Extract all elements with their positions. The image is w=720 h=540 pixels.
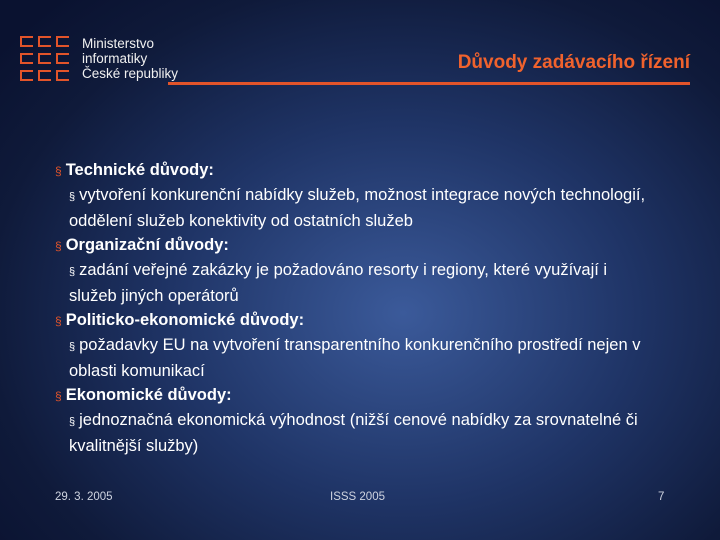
bullet-detail: [55, 183, 655, 233]
bullet-detail-text: zadání veřejné zakázky je požadováno resorty i regiony, které využívají i služeb jiných operátorů: [69, 261, 608, 305]
bullet-heading-text: Politicko-ekonomické důvody:: [65, 311, 305, 329]
bullet-heading: [55, 308, 655, 333]
square-bullet-icon: §: [69, 191, 76, 203]
bullet-detail: [55, 408, 655, 458]
bullet-item: [55, 233, 655, 308]
bullet-heading-text: Ekonomické důvody:: [65, 386, 232, 404]
bullet-detail-text: jednoznačná ekonomická výhodnost (nižší cenové nabídky za srovnatelné či kvalitnější služby): [69, 411, 638, 455]
square-bullet-icon: §: [55, 239, 62, 253]
footer-date: 29. 3. 2005: [55, 491, 113, 503]
bullet-heading-text: Organizační důvody:: [65, 236, 229, 254]
square-bullet-icon: §: [69, 266, 76, 278]
logo-line-2: informatiky: [82, 51, 148, 66]
bullet-detail-text: požadavky EU na vytvoření transparentního konkurenčního prostředí nejen v oblasti komunikací: [69, 336, 641, 380]
square-bullet-icon: §: [55, 164, 62, 178]
bullet-item: [55, 308, 655, 383]
square-bullet-icon: §: [69, 416, 76, 428]
logo-line-1: Ministerstvo: [82, 36, 155, 51]
square-bullet-icon: §: [55, 314, 62, 328]
bullet-heading: [55, 158, 655, 183]
square-bullet-icon: §: [55, 389, 62, 403]
bullet-detail: [55, 333, 655, 383]
bullet-detail: [55, 258, 655, 308]
ministry-logo: [20, 36, 178, 84]
title-underline: [168, 82, 690, 85]
bullet-item: [55, 158, 655, 233]
footer-page-number: 7: [658, 491, 665, 503]
bullet-heading-text: Technické důvody:: [65, 161, 214, 179]
square-bullet-icon: §: [69, 341, 76, 353]
logo-line-3: České republiky: [82, 66, 179, 81]
bullet-heading: [55, 233, 655, 258]
logo-mark-icon: [20, 36, 74, 84]
bullet-list: [55, 158, 655, 458]
footer-event: ISSS 2005: [330, 491, 385, 503]
logo-text: [82, 36, 178, 81]
bullet-heading: [55, 383, 655, 408]
slide-title: Důvody zadávacího řízení: [457, 52, 690, 73]
bullet-item: [55, 383, 655, 458]
bullet-detail-text: vytvoření konkurenční nabídky služeb, možnost integrace nových technologií, oddělení služeb konektivity od ostatních služeb: [69, 186, 646, 230]
